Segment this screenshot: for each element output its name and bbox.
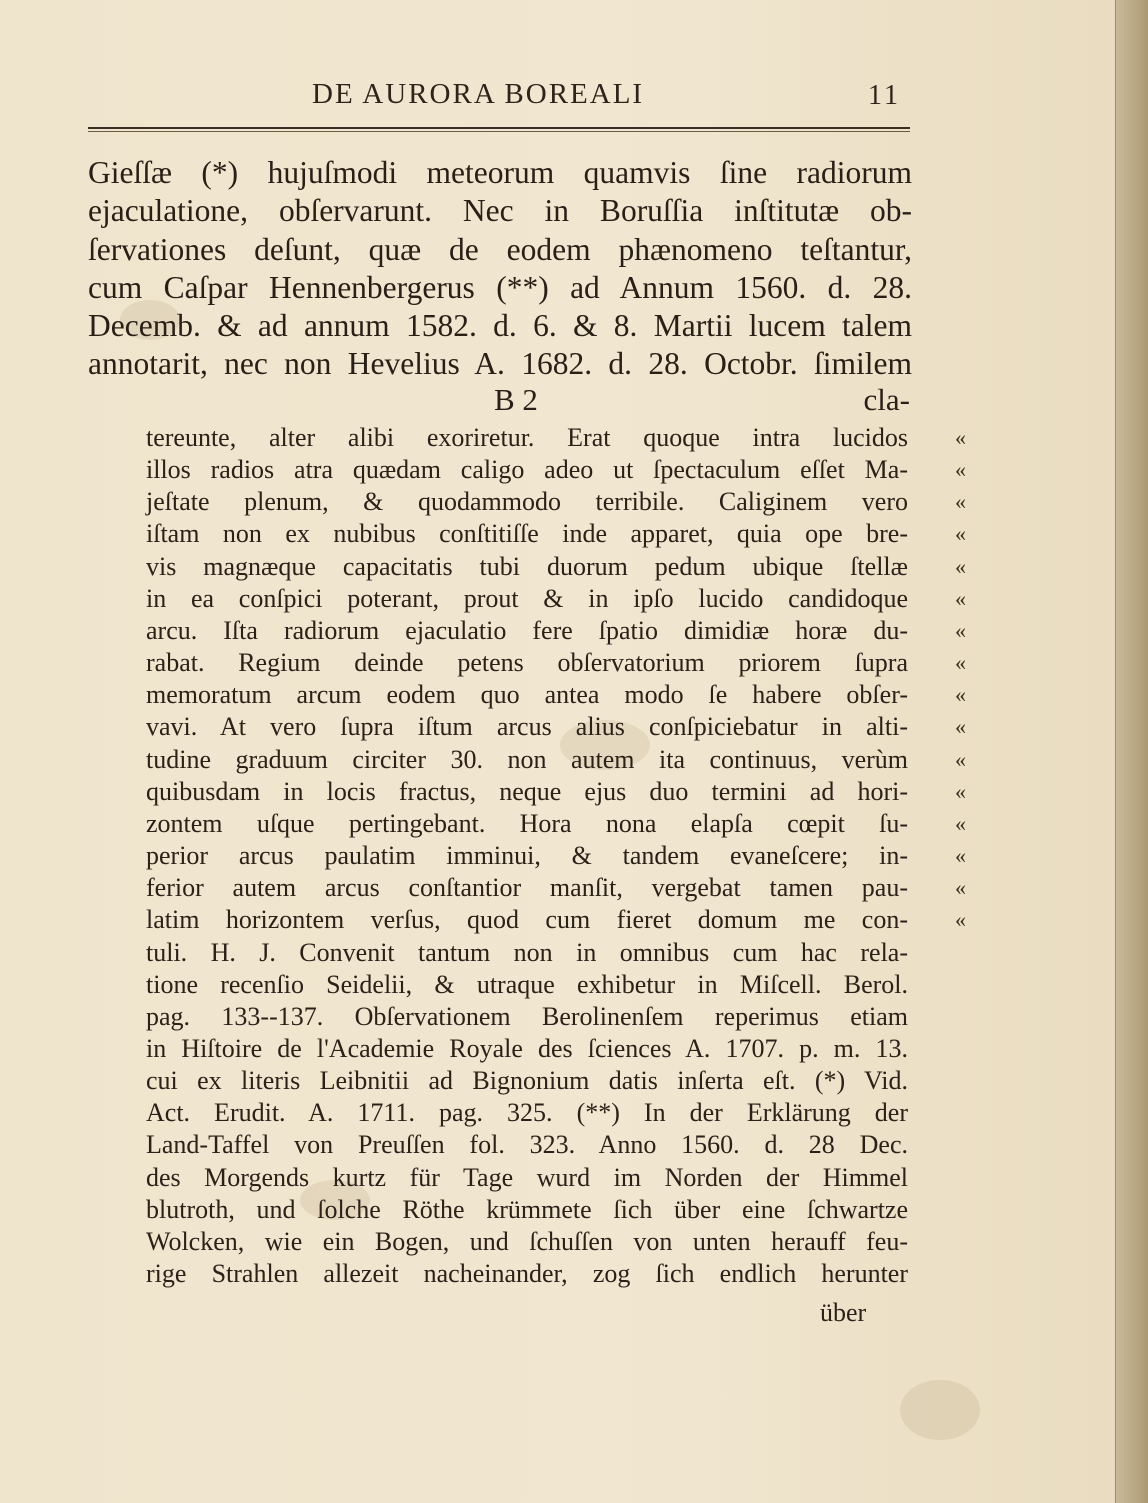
note-line-text: Wolcken, wie ein Bogen, und ſchuſſen von unten herauff feu- (146, 1226, 908, 1256)
note-line-text: in Hiſtoire de l'Academie Royale des ſciences A. 1707. p. m. 13. (146, 1033, 908, 1063)
note-line (146, 744, 966, 776)
quote-mark: « (955, 907, 966, 933)
note-line-text: latim horizontem verſus, quod cum fieret domum me con- (146, 905, 908, 935)
note-line (146, 1033, 908, 1065)
quote-mark: « (955, 617, 966, 643)
note-line-text: memoratum arcum eodem quo antea modo ſe habere obſer- (146, 680, 908, 710)
note-line (146, 551, 966, 583)
note-line-text: jeſtate plenum, & quodammodo terribile. Caliginem vero (146, 487, 908, 517)
quote-mark: « (955, 425, 966, 450)
note-line-text: rabat. Regium deinde petens obſervatorium priorem ſupra (146, 648, 908, 678)
running-title: DE AURORA BOREALI (312, 78, 645, 110)
note-line (146, 840, 966, 872)
note-line-text: des Morgends kurtz für Tage wurd im Norden der Himmel (146, 1162, 908, 1192)
page-number: 11 (868, 80, 901, 111)
note-line-text: zontem uſque pertingebant. Hora nona elapſa cœpit ſu- (146, 808, 908, 838)
note-line-text: rige Strahlen allezeit nacheinander, zog ſich endlich herunter (146, 1259, 908, 1289)
page-edge (1115, 0, 1148, 1503)
note-line-text: vavi. At vero ſupra iſtum arcus alius conſpiciebatur in alti- (146, 712, 908, 742)
main-line: ejaculatione, obſervarunt. Nec in Boruſſia inſtitutæ ob- (88, 193, 912, 229)
note-line (146, 1226, 908, 1258)
note-line (146, 679, 966, 711)
note-line (146, 1194, 908, 1226)
quote-mark: « (955, 714, 966, 740)
note-line (146, 1258, 908, 1290)
quote-mark: « (955, 746, 966, 772)
quote-mark: « (955, 810, 966, 836)
quote-mark: « (955, 521, 966, 547)
quote-mark: « (955, 778, 966, 804)
note-line-text: in ea conſpici poterant, prout & in ipſo lucido candidoque (146, 583, 908, 613)
note-line-text: tudine graduum circiter 30. non autem ita continuus, verùm (146, 744, 908, 774)
header-rule (88, 127, 910, 132)
note-line (146, 518, 966, 550)
note-line (146, 969, 908, 1001)
note-line-text: tuli. H. J. Convenit tantum non in omnibus cum hac rela- (146, 937, 908, 967)
note-line (146, 1129, 908, 1161)
note-line (146, 422, 966, 454)
main-line: Decemb. & ad annum 1582. d. 6. & 8. Martii lucem talem (88, 308, 912, 344)
note-line (146, 1001, 908, 1033)
quote-mark: « (955, 682, 966, 708)
quote-mark: « (955, 875, 966, 901)
note-line-text: illos radios atra quædam caligo adeo ut ſpectaculum eſſet Ma- (146, 455, 908, 485)
paper-stain (900, 1380, 980, 1440)
note-line (146, 583, 966, 615)
main-text-block (88, 154, 912, 384)
signature-row (88, 382, 912, 420)
note-line-text: pag. 133--137. Obſervationem Berolinenſem reperimus etiam (146, 1001, 908, 1031)
footnote-text-block (146, 422, 966, 1290)
signature-mark: B 2 (494, 382, 538, 417)
note-line-text: blutroth, und ſolche Röthe krümmete ſich über eine ſchwartze (146, 1194, 908, 1224)
catchword-main: cla- (863, 382, 910, 417)
quote-mark: « (955, 843, 966, 869)
note-line (146, 937, 908, 969)
main-line: Gieſſæ (*) hujuſmodi meteorum quamvis ſine radiorum (88, 155, 912, 190)
note-line (146, 1097, 908, 1129)
note-line-text: arcu. Iſta radiorum ejaculatio fere ſpatio dimidiæ horæ du- (146, 615, 908, 645)
quote-mark: « (955, 489, 966, 515)
quote-mark: « (955, 553, 966, 579)
note-line-text: tione recenſio Seidelii, & utraque exhibetur in Miſcell. Berol. (146, 969, 908, 999)
note-line-text: Act. Erudit. A. 1711. pag. 325. (**) In der Erklärung der (146, 1098, 908, 1128)
note-line-text: ferior autem arcus conſtantior manſit, vergebat tamen pau- (146, 873, 908, 903)
note-line-text: iſtam non ex nubibus conſtitiſſe inde apparet, quia ope bre- (146, 519, 908, 549)
note-line (146, 1162, 908, 1194)
note-line-text: perior arcus paulatim imminui, & tandem evaneſcere; in- (146, 841, 908, 871)
note-line (146, 454, 966, 486)
note-line (146, 808, 966, 840)
note-line (146, 1065, 908, 1097)
quote-mark: « (955, 585, 966, 611)
note-line (146, 647, 966, 679)
note-line-text: Land-Taffel von Preuſſen fol. 323. Anno 1560. d. 28 Dec. (146, 1130, 908, 1160)
main-line: ſervationes deſunt, quæ de eodem phænomeno teſtantur, (88, 231, 912, 267)
note-line (146, 615, 966, 647)
note-line (146, 904, 966, 936)
main-line: cum Caſpar Hennenbergerus (**) ad Annum 1560. d. 28. (88, 269, 912, 305)
note-line (146, 776, 966, 808)
note-line-text: tereunte, alter alibi exoriretur. Erat quoque intra lucidos (146, 423, 908, 452)
quote-mark: « (955, 457, 966, 483)
note-line (146, 711, 966, 743)
quote-mark: « (955, 650, 966, 676)
note-line-text: vis magnæque capacitatis tubi duorum pedum ubique ſtellæ (146, 551, 908, 581)
catchword-note: über (820, 1298, 867, 1327)
note-line (146, 486, 966, 518)
note-line-text: cui ex literis Leibnitii ad Bignonium datis inſerta eſt. (*) Vid. (146, 1066, 908, 1096)
note-line-text: quibusdam in locis fractus, neque ejus duo termini ad hori- (146, 776, 908, 806)
main-line: annotarit, nec non Hevelius A. 1682. d. 28. Octobr. ſimilem (88, 346, 912, 382)
note-line (146, 872, 966, 904)
